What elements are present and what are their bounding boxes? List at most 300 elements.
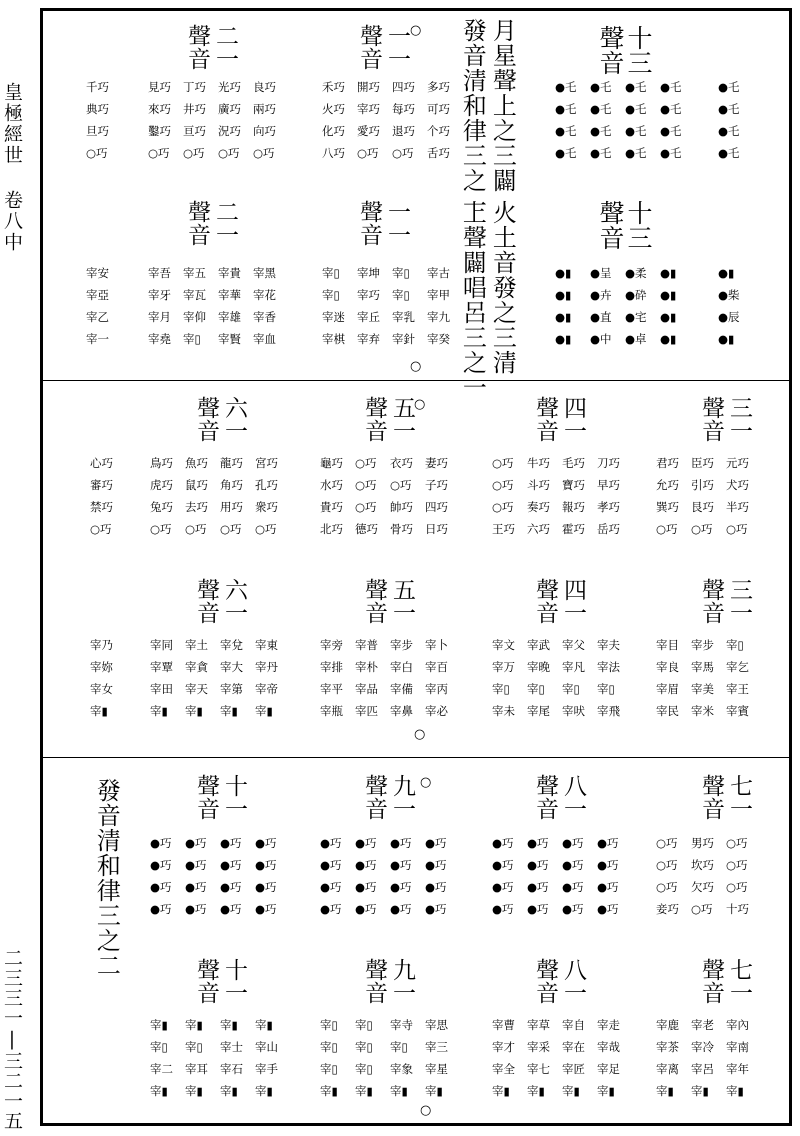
table-cell: 宰▮	[726, 1084, 744, 1098]
table-cell: 宰全	[492, 1062, 515, 1076]
table-cell: ●柴	[718, 288, 740, 302]
table-cell: 宰堯	[148, 332, 171, 346]
table-cell: 宰哉	[597, 1040, 620, 1054]
table-cell: ○巧	[691, 522, 713, 536]
table-cell: 宰坤	[357, 266, 380, 280]
table-cell: 男巧	[691, 836, 714, 850]
table-cell: ○巧	[253, 146, 275, 160]
table-cell: ●巧	[425, 858, 447, 872]
table-cell: 宰步	[390, 638, 413, 652]
section-label-mid1-3: 三一	[726, 396, 752, 442]
table-cell: 每巧	[392, 102, 415, 116]
table-cell: 宰▯	[492, 682, 510, 696]
table-cell: 宰呂	[691, 1062, 714, 1076]
table-cell: 宰黑	[253, 266, 276, 280]
table-cell: 宰田	[150, 682, 173, 696]
table-cell: ●巧	[320, 902, 342, 916]
table-cell: 宰品	[355, 682, 378, 696]
section-label-bot1-8b: 聲音	[532, 774, 558, 820]
table-cell: 開巧	[357, 80, 380, 94]
table-cell: ○巧	[355, 456, 377, 470]
section-label-bot1-9: 九一	[389, 774, 415, 820]
table-cell: 宰法	[597, 660, 620, 674]
table-cell: 宰同	[150, 638, 173, 652]
table-cell: 宰花	[253, 288, 276, 302]
table-cell: 宰▯	[355, 1040, 373, 1054]
table-cell: 龍巧	[220, 456, 243, 470]
table-cell: 兩巧	[253, 102, 276, 116]
table-cell: ●卓	[625, 332, 647, 346]
table-cell: 鑿巧	[148, 124, 171, 138]
table-cell: 宰▯	[150, 1040, 168, 1054]
table-cell: 宰目	[656, 638, 679, 652]
table-cell: 岳巧	[597, 522, 620, 536]
table-cell: 宰▮	[527, 1084, 545, 1098]
table-cell: ○巧	[183, 146, 205, 160]
table-cell: 宰旁	[320, 638, 343, 652]
table-cell: 宰巧	[357, 288, 380, 302]
section-label-bot1-8: 八一	[560, 774, 586, 820]
table-cell: ○巧	[392, 146, 414, 160]
table-cell: 犬巧	[726, 478, 749, 492]
section-label-top1-13: 十三	[624, 25, 653, 75]
table-cell: 刀巧	[597, 456, 620, 470]
table-cell: ●乇	[718, 146, 740, 160]
table-cell: ●巧	[527, 836, 549, 850]
table-cell: 宰安	[86, 266, 109, 280]
table-cell: ●巧	[562, 902, 584, 916]
table-cell: 宰必	[425, 704, 448, 718]
divider-bottom	[40, 757, 792, 758]
table-cell: ○巧	[90, 522, 112, 536]
table-cell: 宰女	[90, 682, 113, 696]
table-cell: ●巧	[492, 858, 514, 872]
table-cell: 衣巧	[390, 456, 413, 470]
table-cell: ●▮	[660, 332, 677, 346]
table-cell: 宰年	[726, 1062, 749, 1076]
table-cell: 欠巧	[691, 880, 714, 894]
table-cell: ●巧	[390, 858, 412, 872]
table-cell: ●巧	[150, 858, 172, 872]
circle-mark: ○	[420, 1103, 432, 1118]
table-cell: ●乇	[590, 102, 612, 116]
table-cell: 宰第	[220, 682, 243, 696]
table-cell: ●巧	[527, 880, 549, 894]
section-label-bot2-8: 八一	[560, 958, 586, 1004]
section-label-top2-1: 一一	[384, 200, 410, 246]
table-cell: ●巧	[255, 880, 277, 894]
table-cell: 宰百	[425, 660, 448, 674]
table-cell: 宰米	[691, 704, 714, 718]
table-cell: ●巧	[492, 836, 514, 850]
table-cell: 宰帝	[255, 682, 278, 696]
table-cell: 斗巧	[527, 478, 550, 492]
table-cell: ●巧	[355, 836, 377, 850]
table-cell: 宰普	[355, 638, 378, 652]
table-cell: ○巧	[492, 478, 514, 492]
table-cell: ●巧	[185, 858, 207, 872]
table-cell: ●巧	[425, 880, 447, 894]
table-cell: 宰▯	[320, 1062, 338, 1076]
table-cell: 宰▮	[185, 1084, 203, 1098]
table-cell: ●卉	[590, 288, 612, 302]
table-cell: ●乇	[590, 80, 612, 94]
table-cell: 妻巧	[425, 456, 448, 470]
table-cell: 宰丹	[255, 660, 278, 674]
table-cell: 宰足	[597, 1062, 620, 1076]
title-col-b1: 火土音發之三清	[488, 200, 517, 375]
table-cell: ●巧	[220, 902, 242, 916]
table-cell: 宰乳	[392, 310, 415, 324]
table-cell: ●巧	[185, 880, 207, 894]
circle-mark: ○	[420, 775, 432, 790]
section-label-top2-2: 二一	[212, 200, 238, 246]
table-cell: 宰賢	[218, 332, 241, 346]
table-cell: 宰▯	[320, 1018, 338, 1032]
table-cell: ●▮	[718, 266, 735, 280]
circle-mark: ○	[414, 727, 426, 742]
table-cell: ●▮	[555, 332, 572, 346]
table-cell: 骨巧	[390, 522, 413, 536]
table-cell: 奏巧	[527, 500, 550, 514]
table-cell: ●乇	[625, 102, 647, 116]
table-cell: ○巧	[150, 522, 172, 536]
table-cell: ●乇	[590, 124, 612, 138]
table-cell: 宰步	[691, 638, 714, 652]
table-cell: 向巧	[253, 124, 276, 138]
table-cell: ●巧	[355, 858, 377, 872]
table-cell: 寶巧	[562, 478, 585, 492]
table-cell: 十巧	[726, 902, 749, 916]
table-cell: 宰▯	[390, 1040, 408, 1054]
table-cell: 禁巧	[90, 500, 113, 514]
table-cell: ●直	[590, 310, 612, 324]
section-label-bot1-9b: 聲音	[361, 774, 387, 820]
table-cell: 宰貪	[185, 660, 208, 674]
section-label-mid2-5b: 聲音	[361, 578, 387, 624]
table-cell: ●巧	[185, 902, 207, 916]
title-col-a1: 月星聲上之三闢	[488, 18, 517, 193]
table-cell: 宰弃	[357, 332, 380, 346]
section-label-bot2-7b: 聲音	[698, 958, 724, 1004]
table-cell: 宮巧	[255, 456, 278, 470]
table-cell: 宰士	[220, 1040, 243, 1054]
table-cell: 引巧	[691, 478, 714, 492]
table-cell: 宰▯	[597, 682, 615, 696]
table-cell: 宰九	[427, 310, 450, 324]
table-cell: 見巧	[148, 80, 171, 94]
table-cell: 宰乙	[86, 310, 109, 324]
table-cell: ○巧	[185, 522, 207, 536]
table-cell: 宰父	[562, 638, 585, 652]
table-cell: ○巧	[656, 858, 678, 872]
table-cell: 宰一	[86, 332, 109, 346]
table-cell: 宰七	[527, 1062, 550, 1076]
table-cell: ●巧	[597, 902, 619, 916]
table-cell: 宰吾	[148, 266, 171, 280]
table-cell: ●巧	[492, 902, 514, 916]
table-cell: 半巧	[726, 500, 749, 514]
table-cell: 宰香	[253, 310, 276, 324]
section-label-mid2-5: 五一	[389, 578, 415, 624]
table-cell: 宰▯	[392, 288, 410, 302]
table-cell: ●巧	[390, 836, 412, 850]
table-cell: ○巧	[220, 522, 242, 536]
table-cell: 鳥巧	[150, 456, 173, 470]
book-title: 皇極經世 卷八中	[1, 82, 23, 253]
table-cell: 宰月	[148, 310, 171, 324]
table-cell: 宰未	[492, 704, 515, 718]
table-cell: 宰▮	[390, 1084, 408, 1098]
table-cell: 宰走	[597, 1018, 620, 1032]
table-cell: ●巧	[150, 836, 172, 850]
table-cell: ●巧	[255, 902, 277, 916]
section-label-bot2-9b: 聲音	[361, 958, 387, 1004]
table-cell: ●巧	[527, 902, 549, 916]
table-cell: 愛巧	[357, 124, 380, 138]
table-cell: 宰二	[150, 1062, 173, 1076]
table-cell: 宰南	[726, 1040, 749, 1054]
table-cell: ●巧	[425, 836, 447, 850]
section-label-top2-13b: 聲音	[596, 200, 625, 250]
table-cell: ●中	[590, 332, 612, 346]
table-cell: ○巧	[726, 522, 748, 536]
table-cell: 宰武	[527, 638, 550, 652]
section-label-top1-2b: 聲音	[184, 24, 210, 70]
table-cell: ●乇	[555, 146, 577, 160]
table-cell: ●乇	[660, 80, 682, 94]
table-cell: ○巧	[355, 478, 377, 492]
section-label-bot2-10: 十一	[221, 958, 247, 1004]
table-cell: 良巧	[253, 80, 276, 94]
table-cell: 宰耳	[185, 1062, 208, 1076]
table-cell: 宰血	[253, 332, 276, 346]
table-cell: 宰華	[218, 288, 241, 302]
table-cell: 宰▯	[183, 332, 201, 346]
table-cell: 宰乞	[726, 660, 749, 674]
table-cell: 艮巧	[691, 500, 714, 514]
table-cell: 宰卜	[425, 638, 448, 652]
table-cell: ○巧	[726, 880, 748, 894]
table-cell: ○巧	[86, 146, 108, 160]
section-label-mid1-6: 六一	[221, 396, 247, 442]
table-cell: 宰覃	[150, 660, 173, 674]
circle-mark: ○	[410, 23, 422, 38]
table-cell: 坎巧	[691, 858, 714, 872]
table-cell: 宰尾	[527, 704, 550, 718]
table-cell: ○巧	[656, 836, 678, 850]
table-cell: 火巧	[322, 102, 345, 116]
table-cell: ●乇	[660, 124, 682, 138]
table-cell: 宰采	[527, 1040, 550, 1054]
table-cell: ●乇	[555, 80, 577, 94]
table-cell: 霍巧	[562, 522, 585, 536]
table-cell: 宰匹	[355, 704, 378, 718]
table-cell: ●乇	[625, 80, 647, 94]
table-cell: 宰凡	[562, 660, 585, 674]
table-cell: ○巧	[355, 500, 377, 514]
table-cell: 宰鹿	[656, 1018, 679, 1032]
table-cell: ●乇	[660, 146, 682, 160]
table-cell: ●乇	[625, 124, 647, 138]
section-label-mid1-5b: 聲音	[361, 396, 387, 442]
table-cell: 宰巧	[357, 102, 380, 116]
table-cell: ●巧	[320, 880, 342, 894]
table-cell: 臣巧	[691, 456, 714, 470]
table-cell: ●▮	[718, 332, 735, 346]
table-cell: 宰排	[320, 660, 343, 674]
table-cell: 宰▮	[492, 1084, 510, 1098]
table-cell: 宰夫	[597, 638, 620, 652]
page-number: 二三三一|三二一五	[1, 948, 23, 1131]
table-cell: 典巧	[86, 102, 109, 116]
table-cell: 宰民	[656, 704, 679, 718]
table-cell: 宰才	[492, 1040, 515, 1054]
table-cell: 井巧	[183, 102, 206, 116]
table-cell: 宰針	[392, 332, 415, 346]
section-label-mid1-4b: 聲音	[532, 396, 558, 442]
section-label-mid2-4b: 聲音	[532, 578, 558, 624]
section-label-bot1-10b: 聲音	[193, 774, 219, 820]
table-cell: ●巧	[220, 836, 242, 850]
table-cell: 王巧	[492, 522, 515, 536]
table-cell: 宰草	[527, 1018, 550, 1032]
table-cell: 早巧	[597, 478, 620, 492]
table-cell: 宰迷	[322, 310, 345, 324]
table-cell: ●乇	[718, 80, 740, 94]
section-label-bot2-8b: 聲音	[532, 958, 558, 1004]
table-cell: ○巧	[218, 146, 240, 160]
table-cell: ●巧	[220, 858, 242, 872]
section-label-bot1-7b: 聲音	[698, 774, 724, 820]
table-cell: ●巧	[597, 858, 619, 872]
table-cell: 宰瓶	[320, 704, 343, 718]
table-cell: 宰東	[255, 638, 278, 652]
section-label-top1-1b: 聲音	[356, 24, 382, 70]
table-cell: 帥巧	[390, 500, 413, 514]
table-cell: 宰▮	[150, 1084, 168, 1098]
table-cell: 宰飛	[597, 704, 620, 718]
table-cell: 魚巧	[185, 456, 208, 470]
table-cell: ●乇	[718, 124, 740, 138]
table-cell: 宰▮	[691, 1084, 709, 1098]
circle-mark: ○	[414, 397, 426, 412]
section-label-mid2-3b: 聲音	[698, 578, 724, 624]
table-cell: 虎巧	[150, 478, 173, 492]
table-cell: 宰自	[562, 1018, 585, 1032]
table-cell: ●巧	[255, 836, 277, 850]
table-cell: 宰手	[255, 1062, 278, 1076]
table-cell: 宰茶	[656, 1040, 679, 1054]
table-cell: 宰眉	[656, 682, 679, 696]
table-cell: 化巧	[322, 124, 345, 138]
section-label-mid2-6: 六一	[221, 578, 247, 624]
table-cell: 宰備	[390, 682, 413, 696]
table-cell: 去巧	[185, 500, 208, 514]
table-cell: 宰天	[185, 682, 208, 696]
table-cell: 宰▮	[255, 704, 273, 718]
table-cell: ●巧	[390, 880, 412, 894]
table-cell: 宰▯	[355, 1018, 373, 1032]
table-cell: ●宅	[625, 310, 647, 324]
table-cell: 孝巧	[597, 500, 620, 514]
table-cell: 宰棋	[322, 332, 345, 346]
table-cell: 宰美	[691, 682, 714, 696]
table-cell: 牛巧	[527, 456, 550, 470]
table-cell: 宰▯	[320, 1040, 338, 1054]
table-cell: 況巧	[218, 124, 241, 138]
table-cell: 宰古	[427, 266, 450, 280]
table-cell: ●巧	[562, 880, 584, 894]
section-label-mid1-4: 四一	[560, 396, 586, 442]
table-cell: ●巧	[492, 880, 514, 894]
table-cell: ●▮	[555, 266, 572, 280]
table-cell: ●巧	[255, 858, 277, 872]
table-cell: 宰瓦	[183, 288, 206, 302]
table-cell: ●▮	[660, 288, 677, 302]
table-cell: 光巧	[218, 80, 241, 94]
section-label-mid1-5: 五一	[389, 396, 415, 442]
table-cell: 宰朴	[355, 660, 378, 674]
table-cell: 宰兌	[220, 638, 243, 652]
table-cell: 宰賓	[726, 704, 749, 718]
table-cell: 宰白	[390, 660, 413, 674]
table-cell: ●▮	[660, 266, 677, 280]
table-cell: 宰老	[691, 1018, 714, 1032]
table-cell: ●巧	[220, 880, 242, 894]
table-cell: ●巧	[320, 858, 342, 872]
table-cell: 北巧	[320, 522, 343, 536]
section-label-top2-13: 十三	[624, 200, 653, 250]
table-cell: 子巧	[425, 478, 448, 492]
table-cell: 水巧	[320, 478, 343, 492]
table-cell: 宰象	[390, 1062, 413, 1076]
table-cell: ●▮	[555, 310, 572, 324]
table-cell: 四巧	[425, 500, 448, 514]
table-cell: 宰曹	[492, 1018, 515, 1032]
table-cell: 宰▮	[220, 1084, 238, 1098]
table-cell: 宰万	[492, 660, 515, 674]
table-cell: 舌巧	[427, 146, 450, 160]
table-cell: 千巧	[86, 80, 109, 94]
table-cell: 龜巧	[320, 456, 343, 470]
table-cell: 貴巧	[320, 500, 343, 514]
table-cell: 宰▮	[597, 1084, 615, 1098]
table-cell: ●乇	[590, 146, 612, 160]
table-cell: 毛巧	[562, 456, 585, 470]
table-cell: 宰在	[562, 1040, 585, 1054]
table-cell: ○巧	[492, 500, 514, 514]
section-label-bot1-7: 七一	[726, 774, 752, 820]
table-cell: 宰仰	[183, 310, 206, 324]
table-cell: ●巧	[355, 902, 377, 916]
section-label-mid2-3: 三一	[726, 578, 752, 624]
table-cell: ●巧	[150, 902, 172, 916]
table-cell: 宰匠	[562, 1062, 585, 1076]
table-cell: 退巧	[392, 124, 415, 138]
table-cell: 宰▮	[185, 704, 203, 718]
table-cell: ●巧	[320, 836, 342, 850]
table-cell: ●乇	[555, 124, 577, 138]
section-label-top1-13b: 聲音	[596, 25, 625, 75]
table-cell: 君巧	[656, 456, 679, 470]
table-cell: 角巧	[220, 478, 243, 492]
table-cell: ●巧	[597, 880, 619, 894]
table-cell: 宰寺	[390, 1018, 413, 1032]
table-cell: 宰石	[220, 1062, 243, 1076]
section-label-bot2-10b: 聲音	[193, 958, 219, 1004]
table-cell: 日巧	[425, 522, 448, 536]
